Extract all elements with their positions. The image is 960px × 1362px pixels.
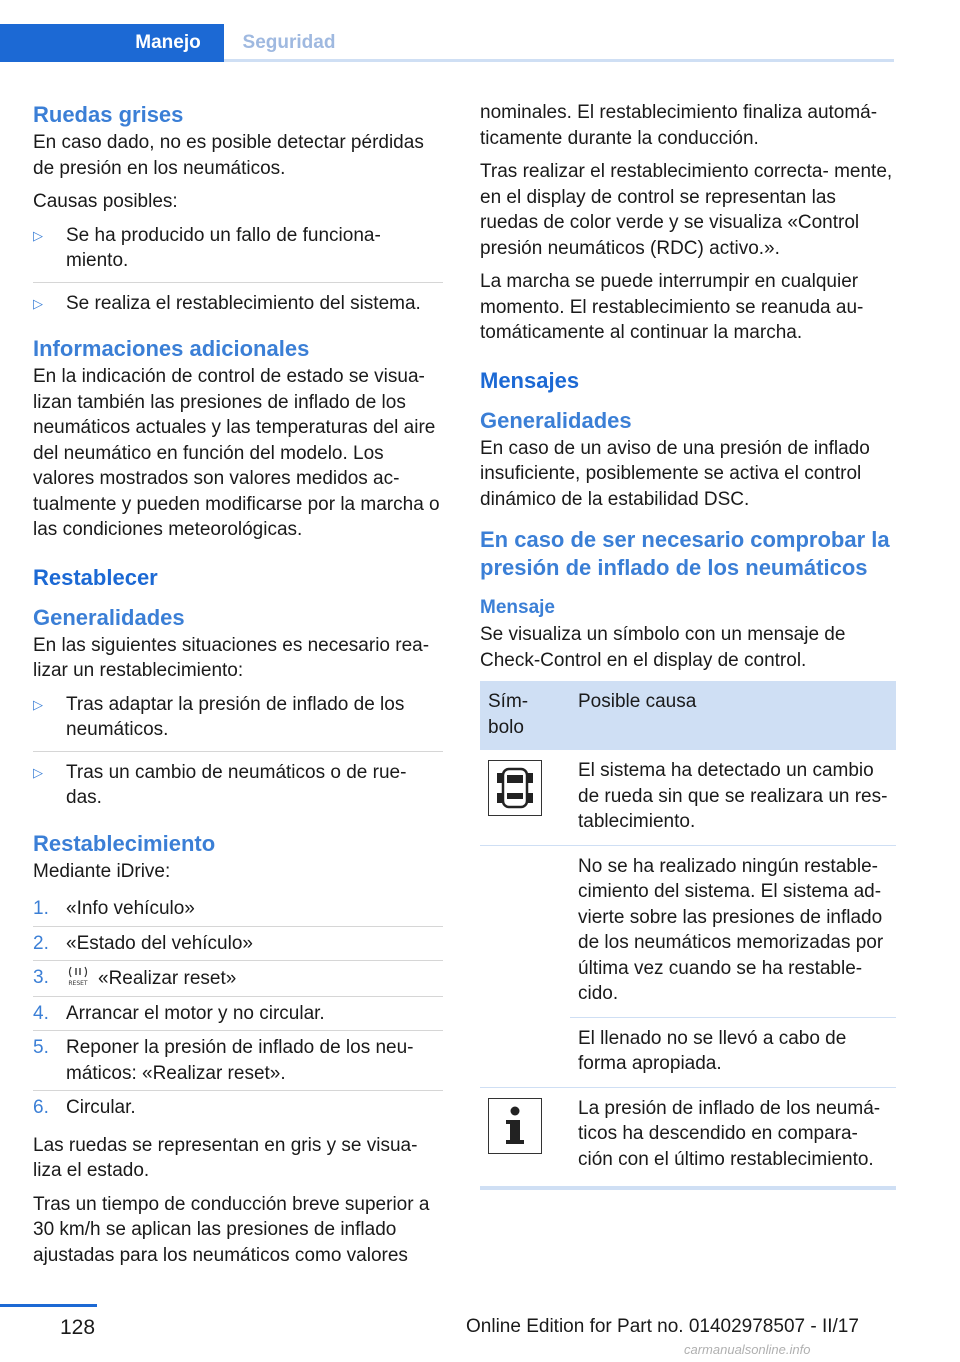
heading-generalidades-right: Generalidades	[480, 407, 632, 433]
watermark: carmanualsonline.info	[684, 1342, 811, 1357]
tab-seguridad[interactable]: Seguridad	[242, 32, 336, 53]
list-item: 2. «Estado del vehículo»	[33, 931, 443, 962]
list-item: 4. Arrancar el motor y no circular.	[33, 1001, 443, 1032]
list-item: 5. Reponer la presión de inflado de los neu‐ máticos: «Realizar reset».	[33, 1035, 443, 1091]
paragraph-info: En la indicación de control de estado se visua‐ lizan también las presiones de inflado de los neumáticos actuales y las temperaturas del aire del neumático en función del modelo. Los valores mostrados son valores medidos ac‐ tualmente y pueden modificarse por la marcha o las condiciones meteorológicas.	[33, 366, 440, 540]
symbol-cell	[480, 750, 570, 845]
symbol-cell-empty	[480, 845, 570, 1017]
causes-list	[33, 223, 443, 325]
list-item: ▷ Se ha producido un fallo de funciona‐ miento.	[33, 223, 443, 283]
cause-cell: El sistema ha detectado un cambio de rueda sin que se realizara un res‐ tablecimiento.	[570, 750, 896, 845]
tire-reset-icon	[66, 965, 90, 987]
list-item: 3. RESET «Realizar reset»	[33, 965, 443, 997]
tab-bar-accent	[0, 24, 112, 62]
table-row	[480, 750, 896, 845]
paragraph-marcha: La marcha se puede interrumpir en cualquier momento. El restablecimiento se reanuda au‐ tomáticamente al continuar la marcha.	[480, 271, 864, 343]
table-header-row	[480, 681, 896, 750]
paragraph-grises: Las ruedas se representan en gris y se visua‐ liza el estado.	[33, 1134, 418, 1181]
triangle-bullet-icon: ▷	[33, 227, 43, 243]
paragraph-ruedas: En caso dado, no es posible detectar pérdidas de presión en los neumáticos.	[33, 132, 424, 179]
triangle-bullet-icon: ▷	[33, 295, 43, 311]
cause-cell: No se ha realizado ningún restable‐ cimiento del sistema. El sistema ad‐ vierte sobre las presiones de inflado de los neumáticos memorizadas por última vez cuando se ha restable‐ cido.	[570, 845, 896, 1017]
tab-manejo[interactable]: Manejo	[112, 24, 224, 62]
heading-ruedas-grises: Ruedas grises	[33, 102, 184, 127]
edition-label: Online Edition for Part no. 01402978507 - II/17	[466, 1316, 859, 1337]
list-item: ▷ Tras adaptar la presión de inflado de los neumáticos.	[33, 692, 443, 752]
cause-cell: El llenado no se llevó a cabo de forma apropiada.	[570, 1017, 896, 1087]
cause-cell: La presión de inflado de los neumá‐ ticos ha descendido en compara‐ ción con el último restablecimiento.	[570, 1087, 896, 1188]
paragraph-causas: Causas posibles:	[33, 191, 178, 212]
message-table	[480, 681, 896, 1190]
heading-restablecimiento: Restablecimiento	[33, 830, 216, 856]
heading-generalidades-left: Generalidades	[33, 604, 185, 630]
symbol-cell-empty	[480, 1017, 570, 1087]
heading-mensajes: Mensajes	[480, 367, 580, 393]
column-header-cause: Posible causa	[570, 681, 896, 750]
heading-restablecer: Restablecer	[33, 564, 158, 590]
info-icon	[488, 1098, 542, 1154]
triangle-bullet-icon: ▷	[33, 764, 43, 780]
paragraph-mensaje: Se visualiza un símbolo con un mensaje de Check-Control en el display de control.	[480, 624, 846, 671]
paragraph-nominales: nominales. El restablecimiento finaliza automá‐ ticamente durante la conducción.	[480, 102, 878, 149]
tab-divider	[224, 59, 894, 62]
paragraph-idrive: Mediante iDrive:	[33, 860, 171, 882]
triangle-bullet-icon: ▷	[33, 696, 43, 712]
list-item: ▷ Se realiza el restablecimiento del sistema.	[33, 291, 443, 325]
heading-mensaje: Mensaje	[480, 597, 555, 618]
car-tire-warning-icon	[488, 760, 542, 816]
left-column	[33, 100, 443, 1276]
table-row	[480, 1017, 896, 1087]
situations-list	[33, 692, 443, 819]
heading-comprobar: En caso de ser necesario comprobar la presión de inflado de los neumáticos	[480, 527, 890, 580]
table-row	[480, 1087, 896, 1188]
paragraph-aviso: En caso de un aviso de una presión de inflado insuficiente, posiblemente se activa el control dinámico de la estabilidad DSC.	[480, 437, 870, 510]
chapter-tabs	[0, 0, 960, 64]
svg-text:RESET: RESET	[68, 980, 88, 987]
right-column	[480, 100, 896, 1190]
page-number: 128	[60, 1316, 96, 1339]
paragraph-correcta: Tras realizar el restablecimiento correcta‐ mente, en el display de control se representan las ruedas de color verde y se visualiza «Control presión neumáticos (RDC) activo.».	[480, 161, 893, 259]
heading-informaciones: Informaciones adicionales	[33, 336, 310, 361]
list-item: 6. Circular.	[33, 1097, 136, 1118]
symbol-cell	[480, 1087, 570, 1188]
list-item: 1. «Info vehículo»	[33, 896, 443, 927]
footer-accent-line	[0, 1304, 97, 1307]
steps-list	[33, 896, 443, 1125]
paragraph-generalidades-left: En las siguientes situaciones es necesario rea‐ lizar un restablecimiento:	[33, 634, 430, 681]
paragraph-tiempo: Tras un tiempo de conducción breve superior a 30 km/h se aplican las presiones de inflado ajustadas para los neumáticos como valores	[33, 1193, 430, 1266]
list-item: ▷ Tras un cambio de neumáticos o de rue‐ das.	[33, 761, 407, 808]
column-header-symbol: Sím‐ bolo	[480, 681, 570, 750]
table-row	[480, 845, 896, 1017]
